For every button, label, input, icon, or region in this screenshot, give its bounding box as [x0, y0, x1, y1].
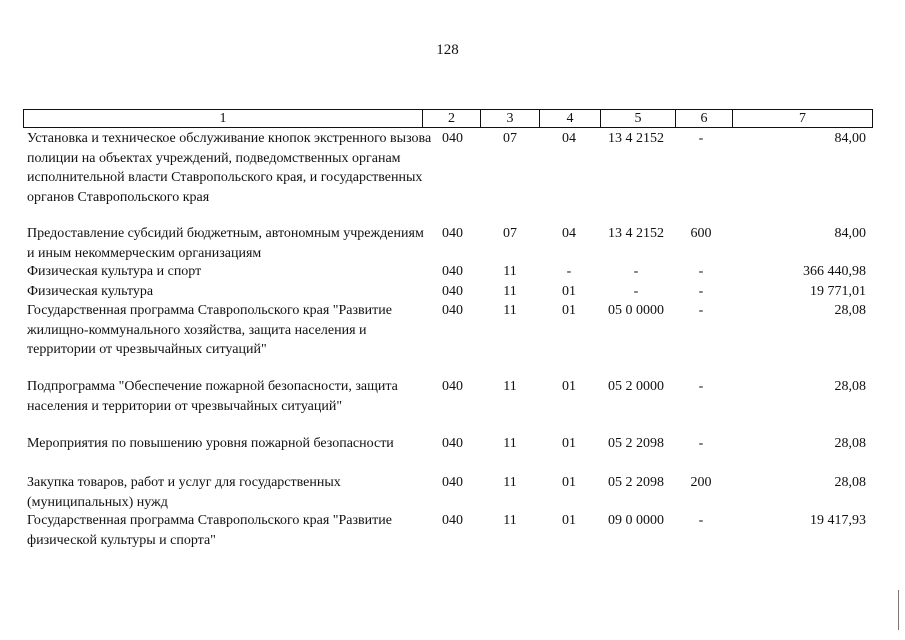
row-amount: 28,08: [834, 475, 866, 490]
column-header-5: 5: [601, 110, 676, 128]
row-code-6: -: [698, 284, 704, 299]
row-code-4: 01: [562, 513, 576, 528]
row-code-2: 040: [442, 303, 463, 318]
row-name: Предоставление субсидий бюджетным, автономным учреждениям и иным некоммерческим организациям: [27, 226, 424, 261]
row-code-2: 040: [442, 436, 463, 451]
row-code-4: 01: [562, 303, 576, 318]
row-code-6: 200: [690, 475, 712, 490]
scan-edge-mark: [898, 590, 899, 630]
row-code-3: 11: [503, 284, 517, 299]
row-code-2: 040: [442, 379, 463, 394]
row-name: Физическая культура и спорт: [27, 264, 202, 279]
row-code-2: 040: [442, 131, 463, 146]
row-name: Подпрограмма "Обеспечение пожарной безопасности, защита населения и территории от чрезвычайных ситуаций": [27, 379, 398, 414]
row-amount: 28,08: [834, 303, 866, 318]
row-name: Государственная программа Ставропольского края "Развитие физической культуры и спорта": [27, 513, 392, 548]
page-number: 128: [436, 42, 459, 58]
row-code-4: -: [566, 264, 572, 279]
column-header-7: 7: [733, 110, 873, 128]
row-code-6: -: [698, 379, 704, 394]
row-code-5: 13 4 2152: [608, 226, 664, 241]
row-code-4: 01: [562, 436, 576, 451]
row-code-2: 040: [442, 264, 463, 279]
row-code-5: -: [633, 284, 639, 299]
row-amount: 28,08: [834, 436, 866, 451]
row-code-4: 01: [562, 475, 576, 490]
row-name: Государственная программа Ставропольского края "Развитие жилищно-коммунального хозяйства, защита населения и территории от чрезвычайных ситуаций": [27, 303, 392, 357]
row-name: Закупка товаров, работ и услуг для государственных (муниципальных) нужд: [27, 475, 341, 510]
row-code-2: 040: [442, 475, 463, 490]
row-code-6: 600: [690, 226, 712, 241]
row-code-4: 01: [562, 284, 576, 299]
row-amount: 366 440,98: [803, 264, 866, 279]
row-code-5: 13 4 2152: [608, 131, 664, 146]
row-code-4: 04: [562, 226, 576, 241]
row-amount: 19 771,01: [810, 284, 866, 299]
column-header-3: 3: [481, 110, 540, 128]
row-code-3: 11: [503, 379, 517, 394]
row-code-5: 05 2 2098: [608, 436, 664, 451]
row-code-3: 11: [503, 475, 517, 490]
row-code-5: 05 2 0000: [608, 379, 664, 394]
row-code-4: 01: [562, 379, 576, 394]
column-header-1: 1: [24, 110, 423, 128]
row-amount: 19 417,93: [810, 513, 866, 528]
row-code-3: 11: [503, 436, 517, 451]
row-code-6: -: [698, 436, 704, 451]
row-amount: 84,00: [834, 226, 866, 241]
row-name: Физическая культура: [27, 284, 154, 299]
row-code-4: 04: [562, 131, 576, 146]
row-code-6: -: [698, 513, 704, 528]
row-code-2: 040: [442, 513, 463, 528]
row-code-6: -: [698, 131, 704, 146]
row-code-2: 040: [442, 226, 463, 241]
row-amount: 28,08: [834, 379, 866, 394]
row-code-3: 11: [503, 264, 517, 279]
row-code-3: 07: [503, 226, 517, 241]
column-header-row: [24, 110, 873, 128]
row-code-6: -: [698, 264, 704, 279]
row-code-5: -: [633, 264, 639, 279]
row-code-5: 09 0 0000: [608, 513, 664, 528]
row-code-3: 11: [503, 303, 517, 318]
column-header-6: 6: [676, 110, 733, 128]
column-header-2: 2: [423, 110, 481, 128]
column-header-4: 4: [540, 110, 601, 128]
row-name: Установка и техническое обслуживание кнопок экстренного вызова полиции на объектах учреждений, подведомственных органам исполнительной власти Ставропольского края, и государственных органов Ставропольского края: [27, 131, 432, 205]
row-amount: 84,00: [834, 131, 866, 146]
row-code-5: 05 2 2098: [608, 475, 664, 490]
row-code-6: -: [698, 303, 704, 318]
row-code-3: 11: [503, 513, 517, 528]
row-code-3: 07: [503, 131, 517, 146]
row-code-5: 05 0 0000: [608, 303, 664, 318]
column-header-table: [23, 109, 873, 128]
row-name: Мероприятия по повышению уровня пожарной безопасности: [27, 436, 394, 451]
row-code-2: 040: [442, 284, 463, 299]
